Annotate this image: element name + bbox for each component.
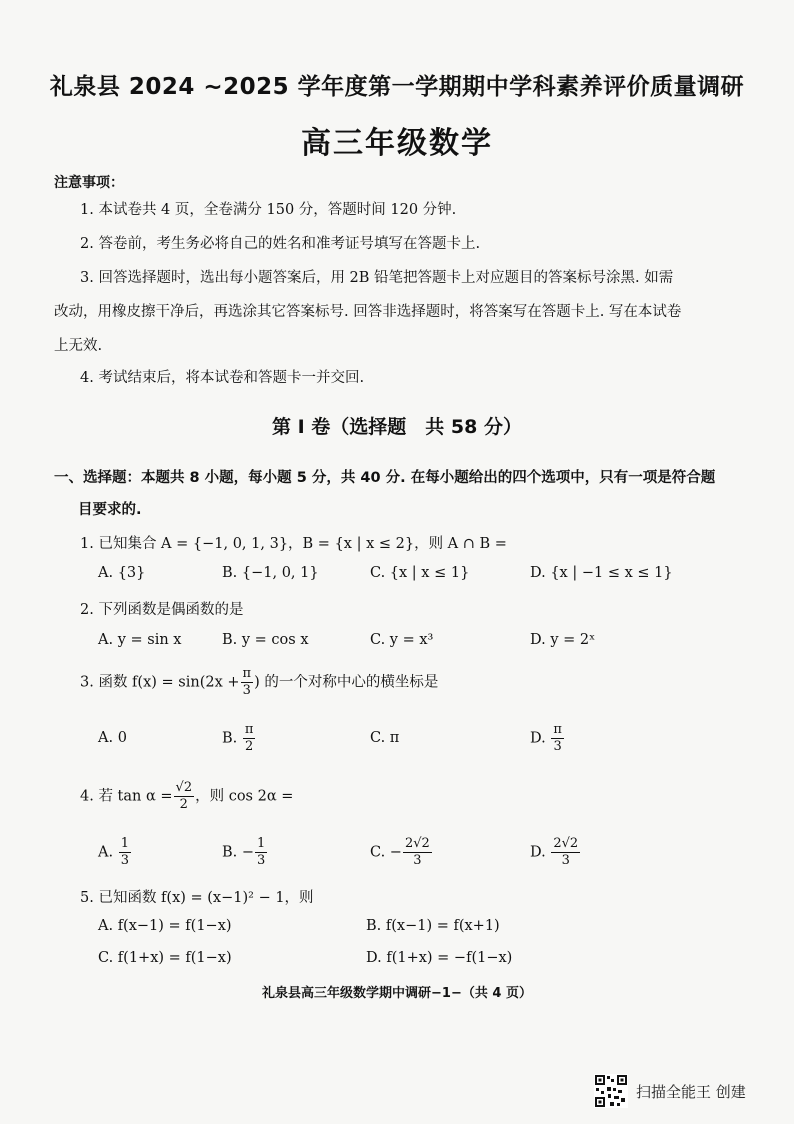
notice-line: 4. 考试结束后，将本试卷和答题卡一并交回. xyxy=(80,370,365,386)
option-label: D. xyxy=(530,844,546,861)
q4-c-fraction xyxy=(403,836,432,869)
option-label: B. − xyxy=(222,844,255,861)
fraction-denominator: 3 xyxy=(257,853,266,868)
fraction-denominator: 2 xyxy=(245,739,254,754)
q3-option-c: C. π xyxy=(370,730,400,746)
fraction-numerator: π xyxy=(244,722,254,737)
q4-a-fraction xyxy=(119,836,131,869)
q5-option-d: D. f(1+x) = −f(1−x) xyxy=(366,950,513,966)
question-3-stem xyxy=(80,666,438,699)
q2-option-a: A. y = sin x xyxy=(98,632,182,648)
q4-option-b xyxy=(222,836,268,869)
option-label: B. xyxy=(222,730,238,747)
section-intro-cont: 目要求的. xyxy=(78,502,142,518)
notice-line: 2. 答卷前，考生务必将自己的姓名和准考证号填写在答题卡上. xyxy=(80,236,481,252)
exam-title: 礼泉县 2024 ~2025 学年度第一学期期中学科素养评价质量调研 xyxy=(49,74,745,100)
q5-option-c: C. f(1+x) = f(1−x) xyxy=(98,950,232,966)
q2-option-c: C. y = x³ xyxy=(370,632,434,648)
question-4-stem xyxy=(80,780,293,813)
q2-option-b: B. y = cos x xyxy=(222,632,309,648)
fraction-numerator: π xyxy=(553,722,562,737)
fraction-denominator: 3 xyxy=(561,853,570,868)
question-1-stem: 1. 已知集合 A = {−1, 0, 1, 3}，B = {x | x ≤ 2}，则 A ∩ B = xyxy=(80,536,507,552)
q3-stem-post: ) 的一个对称中心的横坐标是 xyxy=(254,674,439,691)
fraction-numerator: π xyxy=(242,666,252,681)
subject-title: 高三年级数学 xyxy=(301,126,493,161)
page-footer: 礼泉县高三年级数学期中调研−1−（共 4 页） xyxy=(262,986,532,1001)
notice-line: 改动，用橡皮擦干净后，再选涂其它答案标号. 回答非选择题时，将答案写在答题卡上. 写在本试卷 xyxy=(54,304,682,320)
question-5-stem: 5. 已知函数 f(x) = (x−1)² − 1，则 xyxy=(80,890,314,906)
fraction-numerator: √2 xyxy=(175,780,193,795)
q4-option-c xyxy=(370,836,433,869)
q2-option-d: D. y = 2ˣ xyxy=(530,632,596,648)
q3-option-a: A. 0 xyxy=(98,730,127,746)
q4-stem-fraction xyxy=(174,780,195,813)
q3-stem-fraction xyxy=(241,666,254,699)
q3-d-fraction xyxy=(551,722,564,755)
section-intro: 一、选择题：本题共 8 小题，每小题 5 分，共 40 分. 在每小题给出的四个选项中，只有一项是符合题 xyxy=(54,470,716,486)
q3-b-fraction xyxy=(243,722,256,755)
option-label: A. xyxy=(98,844,114,861)
q5-option-a: A. f(x−1) = f(1−x) xyxy=(98,918,232,934)
q1-option-c: C. {x | x ≤ 1} xyxy=(370,565,470,581)
fraction-denominator: 3 xyxy=(553,739,562,754)
qr-code-icon xyxy=(594,1074,628,1108)
q4-d-fraction xyxy=(551,836,580,869)
scanner-label: 扫描全能王 创建 xyxy=(636,1082,746,1101)
q1-option-a: A. {3} xyxy=(98,565,146,581)
notice-line: 3. 回答选择题时，选出每小题答案后，用 2B 铅笔把答题卡上对应题目的答案标号涂黑. 如需 xyxy=(80,270,674,286)
notice-line: 上无效. xyxy=(54,338,103,354)
fraction-numerator: 1 xyxy=(120,836,129,851)
q4-b-fraction xyxy=(255,836,267,869)
notice-line: 1. 本试卷共 4 页，全卷满分 150 分，答题时间 120 分钟. xyxy=(80,202,457,218)
q3-option-d xyxy=(530,722,565,755)
q4-stem-pre: 4. 若 tan α = xyxy=(80,788,173,805)
q4-option-a xyxy=(98,836,132,869)
notice-heading: 注意事项： xyxy=(54,175,124,191)
question-2-stem: 2. 下列函数是偶函数的是 xyxy=(80,602,244,618)
fraction-numerator: 2√2 xyxy=(553,836,579,851)
fraction-denominator: 3 xyxy=(242,683,251,698)
q4-stem-post: ，则 cos 2α = xyxy=(195,788,294,805)
q4-option-d xyxy=(530,836,581,869)
q1-option-b: B. {−1, 0, 1} xyxy=(222,565,319,581)
fraction-denominator: 3 xyxy=(120,853,129,868)
option-label: C. − xyxy=(370,844,402,861)
fraction-denominator: 3 xyxy=(413,853,422,868)
fraction-numerator: 1 xyxy=(257,836,266,851)
q3-stem-pre: 3. 函数 f(x) = sin(2x + xyxy=(80,674,240,691)
q3-option-b xyxy=(222,722,256,755)
section-title: 第 Ⅰ 卷（选择题 共 58 分） xyxy=(272,416,522,438)
fraction-denominator: 2 xyxy=(179,797,188,812)
fraction-numerator: 2√2 xyxy=(404,836,430,851)
option-label: D. xyxy=(530,730,546,747)
scanner-watermark xyxy=(594,1074,746,1108)
q1-option-d: D. {x | −1 ≤ x ≤ 1} xyxy=(530,565,673,581)
q5-option-b: B. f(x−1) = f(x+1) xyxy=(366,918,500,934)
